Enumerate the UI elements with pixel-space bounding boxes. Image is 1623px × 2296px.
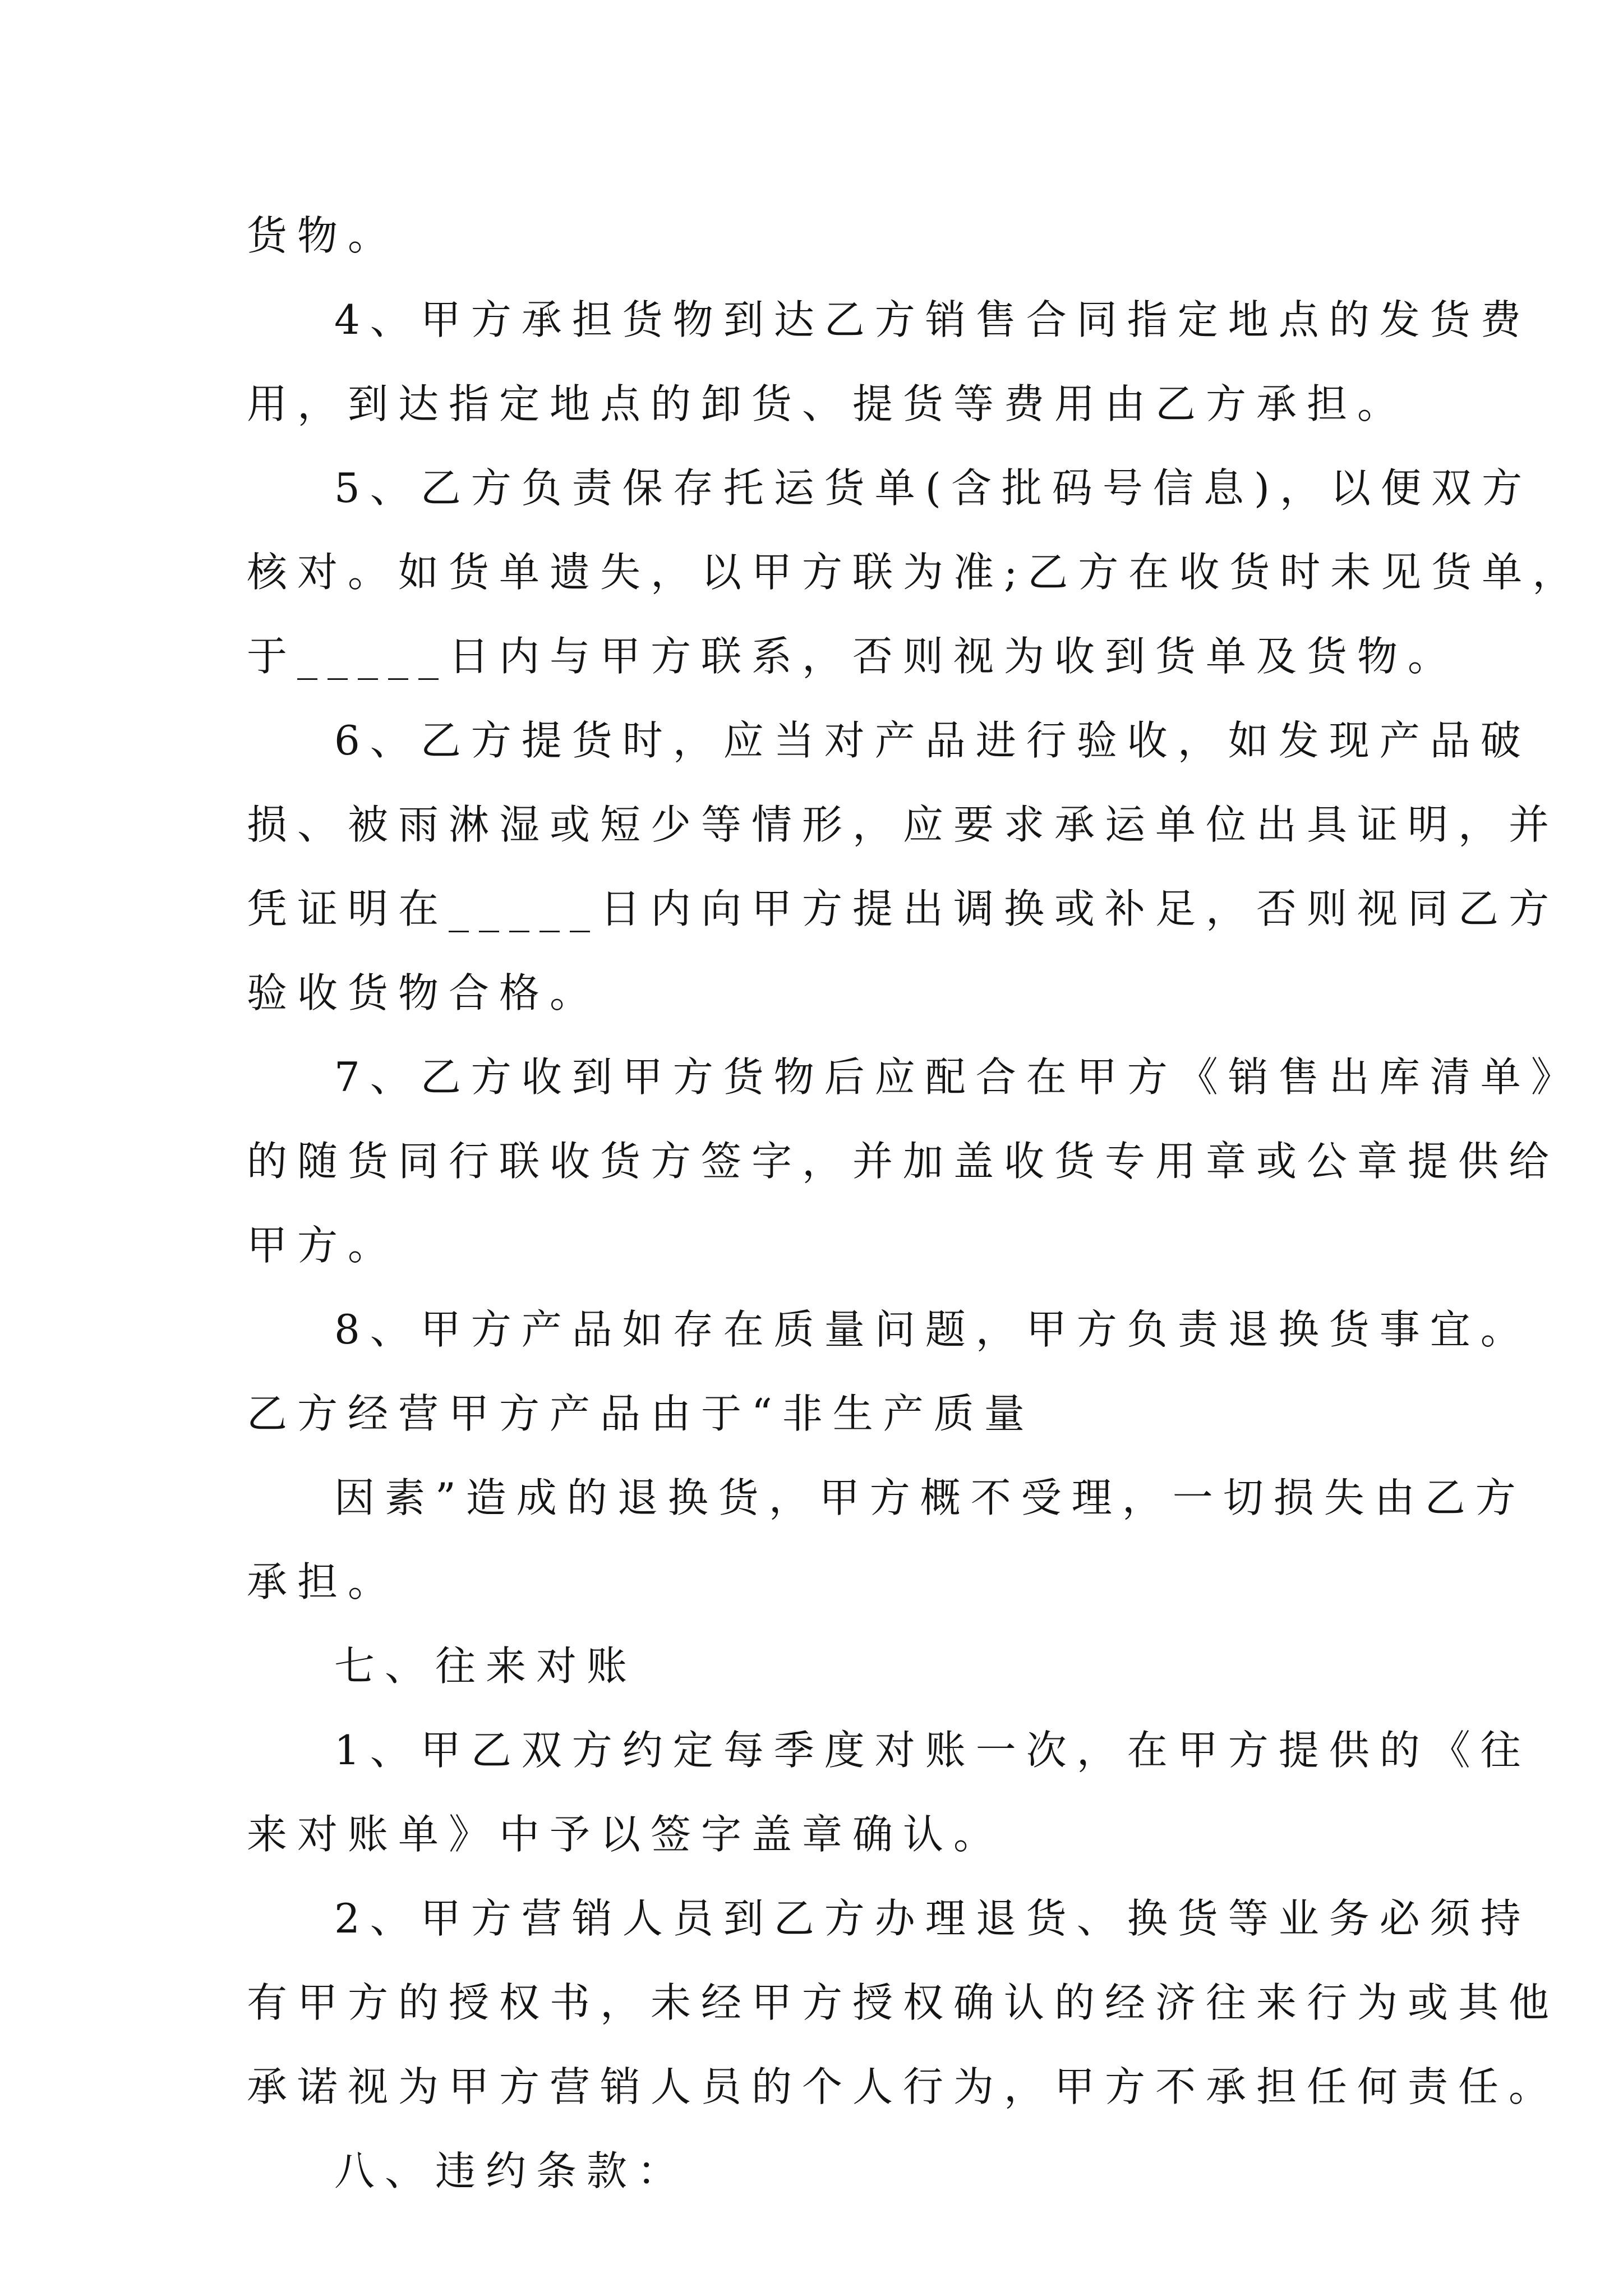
clause-5-line-3: 于_____日内与甲方联系，否则视为收到货单及货物。 [247, 633, 1459, 680]
clause-7-line-2: 的随货同行联收货方签字，并加盖收货专用章或公章提供给 [247, 1138, 1560, 1185]
clause-8-line-2: 乙方经营甲方产品由于“非生产质量 [247, 1390, 1035, 1437]
clause-6-line-1: 6、乙方提货时，应当对产品进行验收，如发现产品破 [334, 717, 1531, 764]
paragraph-line: 货物。 [247, 212, 399, 259]
reconcile-2-line-1: 2、甲方营销人员到乙方办理退货、换货等业务必须持 [334, 1895, 1531, 1942]
section-heading-8: 八、违约条款： [334, 2147, 688, 2194]
section-heading-7: 七、往来对账 [334, 1642, 638, 1690]
reconcile-1-line-1: 1、甲乙双方约定每季度对账一次，在甲方提供的《往 [334, 1727, 1531, 1774]
clause-8-line-4: 承担。 [247, 1558, 399, 1605]
clause-7-line-3: 甲方。 [247, 1222, 399, 1269]
reconcile-1-line-2: 来对账单》中予以签字盖章确认。 [247, 1811, 1004, 1858]
clause-8-line-1: 8、甲方产品如存在质量问题，甲方负责退换货事宜。 [334, 1306, 1531, 1353]
clause-6-line-2: 损、被雨淋湿或短少等情形，应要求承运单位出具证明，并 [247, 801, 1560, 848]
clause-4-line-1: 4、甲方承担货物到达乙方销售合同指定地点的发货费 [334, 296, 1531, 343]
reconcile-2-line-2: 有甲方的授权书，未经甲方授权确认的经济往来行为或其他 [247, 1979, 1560, 2026]
reconcile-2-line-3: 承诺视为甲方营销人员的个人行为，甲方不承担任何责任。 [247, 2063, 1560, 2110]
clause-7-line-1: 7、乙方收到甲方货物后应配合在甲方《销售出库清单》 [334, 1053, 1581, 1101]
clause-8-line-3: 因素”造成的退换货，甲方概不受理，一切损失由乙方 [334, 1474, 1526, 1521]
clause-5-line-2: 核对。如货单遗失，以甲方联为准;乙方在收货时未见货单， [247, 549, 1583, 596]
clause-5-line-1: 5、乙方负责保存托运货单(含批码号信息)，以便双方 [334, 464, 1532, 512]
clause-6-line-3: 凭证明在_____日内向甲方提出调换或补足，否则视同乙方 [247, 885, 1560, 932]
clause-4-line-2: 用，到达指定地点的卸货、提货等费用由乙方承担。 [247, 380, 1408, 427]
clause-6-line-4: 验收货物合格。 [247, 969, 601, 1016]
